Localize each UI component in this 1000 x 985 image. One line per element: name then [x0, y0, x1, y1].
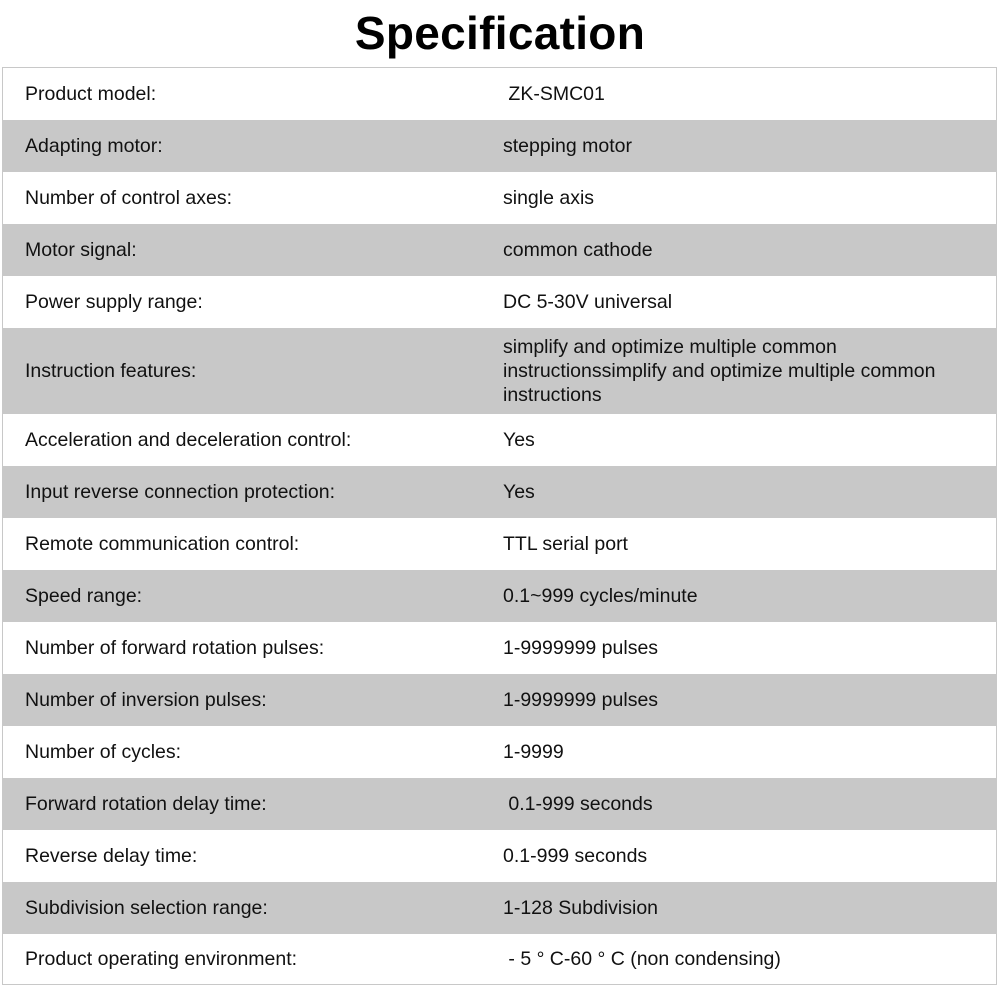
spec-value: common cathode: [503, 239, 653, 261]
spec-label: Acceleration and deceleration control:: [25, 429, 352, 451]
spec-value: TTL serial port: [503, 533, 628, 555]
spec-label: Motor signal:: [25, 239, 137, 261]
spec-value: single axis: [503, 187, 595, 209]
spec-label: Number of cycles:: [25, 741, 182, 763]
spec-row-cycles: [3, 726, 996, 778]
spec-row-motor-signal: [3, 224, 996, 276]
spec-label: Product model:: [25, 83, 157, 105]
spec-row-speed-range: [3, 570, 996, 622]
spec-label: Number of control axes:: [25, 187, 233, 209]
spec-label: Speed range:: [25, 585, 143, 607]
spec-value: ZK-SMC01: [503, 83, 605, 105]
spec-row-remote-communication: [3, 518, 996, 570]
spec-row-product-model: [3, 68, 996, 120]
spec-label: Product operating environment:: [25, 948, 298, 970]
spec-value: 1-9999: [503, 741, 564, 763]
spec-value: Yes: [503, 481, 535, 503]
spec-value: DC 5-30V universal: [503, 291, 673, 313]
spec-label: Input reverse connection protection:: [25, 481, 336, 503]
spec-value: stepping motor: [503, 135, 632, 157]
spec-row-reverse-delay: [3, 830, 996, 882]
spec-value: Yes: [503, 429, 535, 451]
spec-row-subdivision: [3, 882, 996, 934]
spec-row-power-supply: [3, 276, 996, 328]
spec-value: 1-9999999 pulses: [503, 689, 659, 711]
spec-row-reverse-protection: [3, 466, 996, 518]
spec-value: simplify and optimize multiple common instructionssimplify and optimize multiple common instructions: [503, 336, 941, 406]
spec-row-control-axes: [3, 172, 996, 224]
spec-value: - 5 ° C-60 ° C (non condensing): [503, 948, 781, 970]
spec-row-forward-delay: [3, 778, 996, 830]
spec-label: Reverse delay time:: [25, 845, 198, 867]
spec-row-operating-environment: [3, 934, 996, 984]
spec-value: 0.1-999 seconds: [503, 793, 653, 815]
spec-label: Power supply range:: [25, 291, 203, 313]
spec-row-accel-decel: [3, 414, 996, 466]
spec-value: 0.1-999 seconds: [503, 845, 648, 867]
spec-value: 0.1~999 cycles/minute: [503, 585, 698, 607]
spec-table: [2, 67, 997, 985]
page-title: Specification: [354, 7, 646, 59]
spec-value: 1-128 Subdivision: [503, 897, 659, 919]
spec-label: Adapting motor:: [25, 135, 163, 157]
spec-label: Forward rotation delay time:: [25, 793, 267, 815]
spec-row-inversion-pulses: [3, 674, 996, 726]
spec-row-adapting-motor: [3, 120, 996, 172]
spec-label: Instruction features:: [25, 360, 197, 382]
spec-label: Remote communication control:: [25, 533, 300, 555]
spec-label: Number of forward rotation pulses:: [25, 637, 325, 659]
spec-value: 1-9999999 pulses: [503, 637, 659, 659]
spec-row-instruction-features: [3, 328, 996, 414]
spec-label: Number of inversion pulses:: [25, 689, 267, 711]
spec-label: Subdivision selection range:: [25, 897, 268, 919]
spec-row-forward-pulses: [3, 622, 996, 674]
